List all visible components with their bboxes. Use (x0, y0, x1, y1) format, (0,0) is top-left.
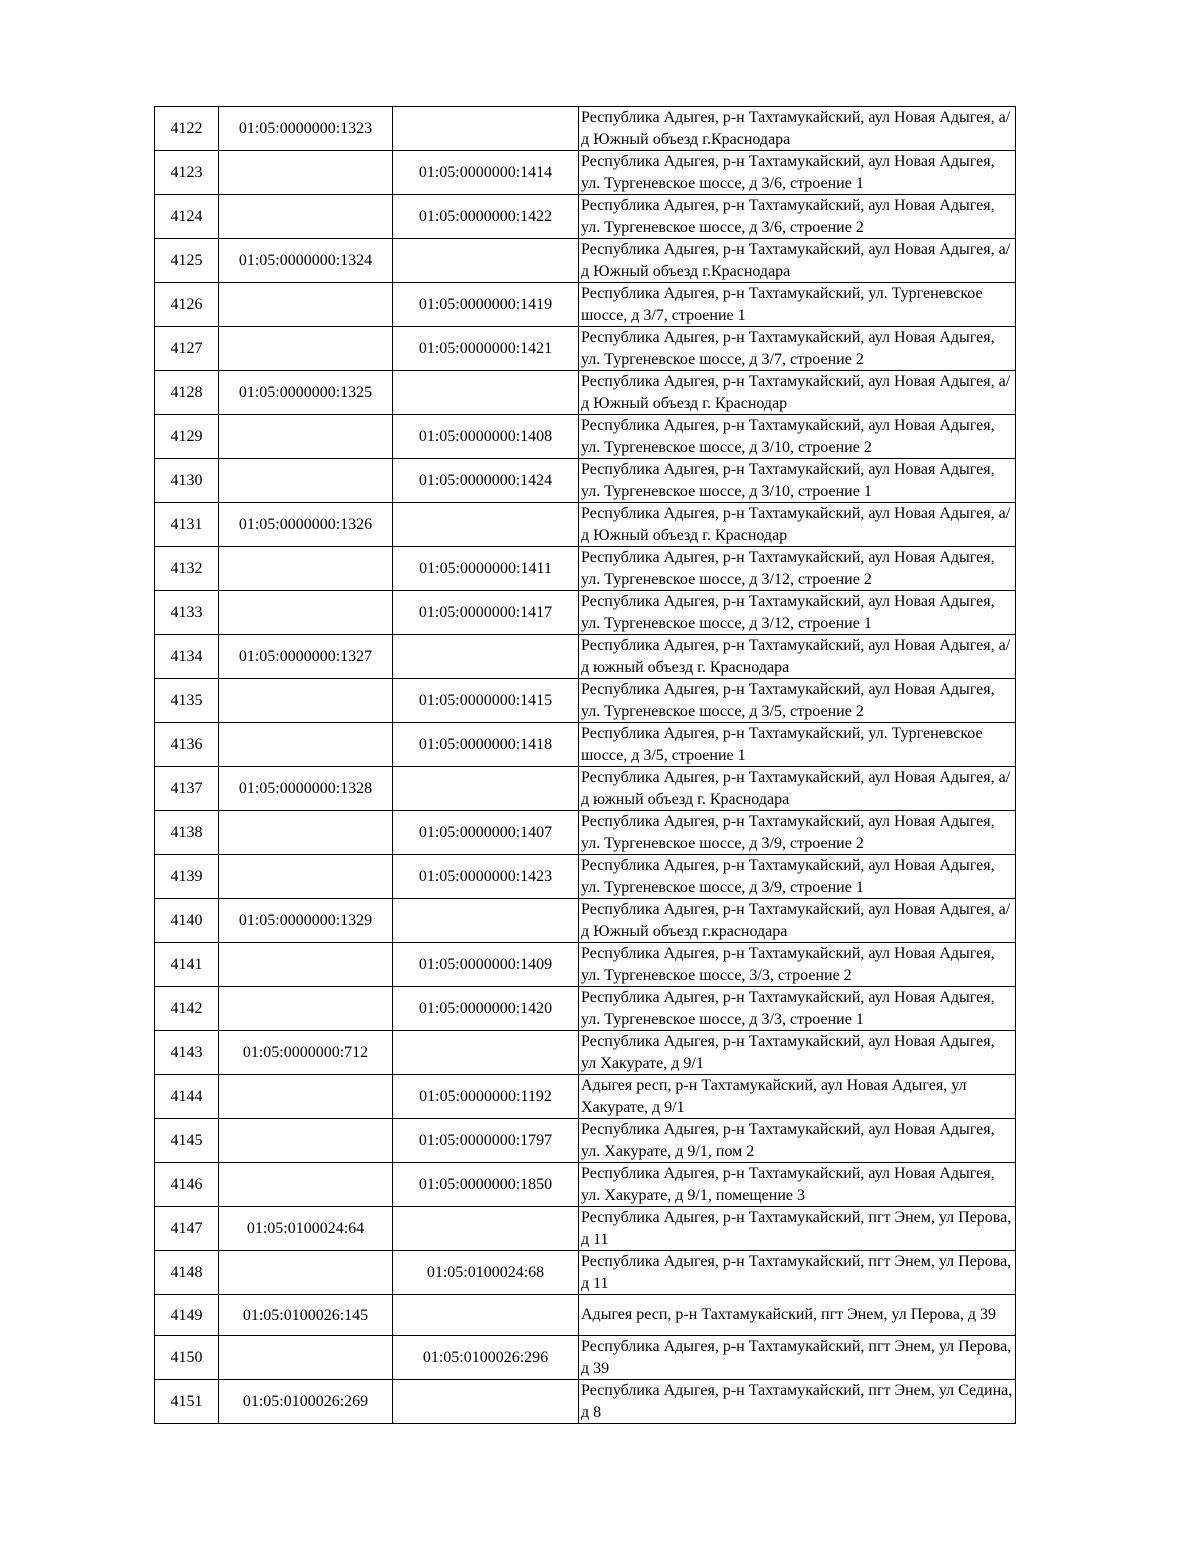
building-cadastral-number-cell (393, 503, 579, 547)
address-cell: Республика Адыгея, р-н Тахтамукайский, аул Новая Адыгея, а/д южный объезд г. Краснодара (579, 635, 1016, 679)
table-row (155, 1119, 1016, 1163)
parcel-cadastral-number-cell: 01:05:0000000:1325 (219, 371, 393, 415)
address-cell: Республика Адыгея, р-н Тахтамукайский, пгт Энем, ул Седина, д 8 (579, 1380, 1016, 1424)
table-row (155, 987, 1016, 1031)
table-row (155, 195, 1016, 239)
row-number-cell: 4144 (155, 1075, 219, 1119)
row-number-cell: 4128 (155, 371, 219, 415)
parcel-cadastral-number-cell (219, 855, 393, 899)
row-number-cell: 4134 (155, 635, 219, 679)
address-cell: Республика Адыгея, р-н Тахтамукайский, аул Новая Адыгея, а/д Южный объезд г.краснодара (579, 899, 1016, 943)
row-number-cell: 4146 (155, 1163, 219, 1207)
building-cadastral-number-cell: 01:05:0000000:1422 (393, 195, 579, 239)
address-cell: Республика Адыгея, р-н Тахтамукайский, аул Новая Адыгея, ул. Тургеневское шоссе, д 3/12, строение 2 (579, 547, 1016, 591)
row-number-cell: 4133 (155, 591, 219, 635)
parcel-cadastral-number-cell (219, 811, 393, 855)
table-row (155, 1031, 1016, 1075)
address-cell: Республика Адыгея, р-н Тахтамукайский, аул Новая Адыгея, а/д Южный объезд г.Краснодара (579, 239, 1016, 283)
address-cell: Республика Адыгея, р-н Тахтамукайский, аул Новая Адыгея, а/д южный объезд г. Краснодара (579, 767, 1016, 811)
table-row (155, 1163, 1016, 1207)
parcel-cadastral-number-cell (219, 1119, 393, 1163)
address-cell: Республика Адыгея, р-н Тахтамукайский, аул Новая Адыгея, ул. Тургеневское шоссе, 3/3, строение 2 (579, 943, 1016, 987)
table-row (155, 327, 1016, 371)
parcel-cadastral-number-cell: 01:05:0000000:1327 (219, 635, 393, 679)
address-cell: Республика Адыгея, р-н Тахтамукайский, аул Новая Адыгея, ул. Тургеневское шоссе, д 3/6, строение 2 (579, 195, 1016, 239)
building-cadastral-number-cell (393, 1207, 579, 1251)
building-cadastral-number-cell: 01:05:0000000:1192 (393, 1075, 579, 1119)
building-cadastral-number-cell: 01:05:0000000:1414 (393, 151, 579, 195)
building-cadastral-number-cell: 01:05:0000000:1407 (393, 811, 579, 855)
table-row (155, 1251, 1016, 1295)
address-cell: Республика Адыгея, р-н Тахтамукайский, аул Новая Адыгея, ул. Тургеневское шоссе, д 3/9, строение 1 (579, 855, 1016, 899)
row-number-cell: 4131 (155, 503, 219, 547)
table-row (155, 635, 1016, 679)
row-number-cell: 4135 (155, 679, 219, 723)
building-cadastral-number-cell: 01:05:0100024:68 (393, 1251, 579, 1295)
table-row (155, 723, 1016, 767)
table-row (155, 151, 1016, 195)
address-cell: Адыгея респ, р-н Тахтамукайский, аул Новая Адыгея, ул Хакурате, д 9/1 (579, 1075, 1016, 1119)
building-cadastral-number-cell: 01:05:0000000:1420 (393, 987, 579, 1031)
table-row (155, 1207, 1016, 1251)
parcel-cadastral-number-cell (219, 195, 393, 239)
table-row (155, 459, 1016, 503)
row-number-cell: 4122 (155, 107, 219, 151)
building-cadastral-number-cell: 01:05:0100026:296 (393, 1336, 579, 1380)
parcel-cadastral-number-cell (219, 459, 393, 503)
building-cadastral-number-cell: 01:05:0000000:1411 (393, 547, 579, 591)
building-cadastral-number-cell (393, 371, 579, 415)
parcel-cadastral-number-cell (219, 1336, 393, 1380)
row-number-cell: 4125 (155, 239, 219, 283)
row-number-cell: 4142 (155, 987, 219, 1031)
building-cadastral-number-cell: 01:05:0000000:1415 (393, 679, 579, 723)
parcel-cadastral-number-cell: 01:05:0000000:1324 (219, 239, 393, 283)
parcel-cadastral-number-cell (219, 723, 393, 767)
address-cell: Республика Адыгея, р-н Тахтамукайский, аул Новая Адыгея, а/д Южный объезд г. Краснодар (579, 371, 1016, 415)
building-cadastral-number-cell: 01:05:0000000:1797 (393, 1119, 579, 1163)
address-cell: Республика Адыгея, р-н Тахтамукайский, ул. Тургеневское шоссе, д 3/7, строение 1 (579, 283, 1016, 327)
building-cadastral-number-cell (393, 899, 579, 943)
parcel-cadastral-number-cell (219, 1163, 393, 1207)
table-row (155, 239, 1016, 283)
row-number-cell: 4139 (155, 855, 219, 899)
parcel-cadastral-number-cell (219, 1251, 393, 1295)
table-row (155, 1075, 1016, 1119)
building-cadastral-number-cell: 01:05:0000000:1408 (393, 415, 579, 459)
parcel-cadastral-number-cell: 01:05:0100024:64 (219, 1207, 393, 1251)
parcel-cadastral-number-cell (219, 415, 393, 459)
building-cadastral-number-cell: 01:05:0000000:1424 (393, 459, 579, 503)
address-cell: Республика Адыгея, р-н Тахтамукайский, аул Новая Адыгея, а/д Южный объезд г. Краснодар (579, 503, 1016, 547)
address-cell: Республика Адыгея, р-н Тахтамукайский, аул Новая Адыгея, ул. Хакурате, д 9/1, помещение 3 (579, 1163, 1016, 1207)
table-body (155, 107, 1016, 1424)
parcel-cadastral-number-cell (219, 943, 393, 987)
building-cadastral-number-cell: 01:05:0000000:1417 (393, 591, 579, 635)
parcel-cadastral-number-cell (219, 679, 393, 723)
table-row (155, 811, 1016, 855)
address-cell: Республика Адыгея, р-н Тахтамукайский, пгт Энем, ул Перова, д 39 (579, 1336, 1016, 1380)
building-cadastral-number-cell (393, 239, 579, 283)
address-cell: Республика Адыгея, р-н Тахтамукайский, ул. Тургеневское шоссе, д 3/5, строение 1 (579, 723, 1016, 767)
parcel-cadastral-number-cell: 01:05:0000000:1328 (219, 767, 393, 811)
row-number-cell: 4141 (155, 943, 219, 987)
parcel-cadastral-number-cell: 01:05:0000000:1323 (219, 107, 393, 151)
table-row (155, 547, 1016, 591)
building-cadastral-number-cell (393, 107, 579, 151)
building-cadastral-number-cell: 01:05:0000000:1409 (393, 943, 579, 987)
building-cadastral-number-cell: 01:05:0000000:1419 (393, 283, 579, 327)
row-number-cell: 4124 (155, 195, 219, 239)
building-cadastral-number-cell (393, 1380, 579, 1424)
address-cell: Республика Адыгея, р-н Тахтамукайский, аул Новая Адыгея, ул. Тургеневское шоссе, д 3/7, строение 2 (579, 327, 1016, 371)
table-row (155, 1295, 1016, 1336)
address-cell: Республика Адыгея, р-н Тахтамукайский, аул Новая Адыгея, ул. Тургеневское шоссе, д 3/9, строение 2 (579, 811, 1016, 855)
address-cell: Республика Адыгея, р-н Тахтамукайский, аул Новая Адыгея, ул. Хакурате, д 9/1, пом 2 (579, 1119, 1016, 1163)
building-cadastral-number-cell: 01:05:0000000:1423 (393, 855, 579, 899)
address-cell: Республика Адыгея, р-н Тахтамукайский, аул Новая Адыгея, ул. Тургеневское шоссе, д 3/6, строение 1 (579, 151, 1016, 195)
row-number-cell: 4123 (155, 151, 219, 195)
table-row (155, 767, 1016, 811)
table-row (155, 899, 1016, 943)
row-number-cell: 4130 (155, 459, 219, 503)
row-number-cell: 4136 (155, 723, 219, 767)
address-cell: Республика Адыгея, р-н Тахтамукайский, пгт Энем, ул Перова, д 11 (579, 1251, 1016, 1295)
table-row (155, 1380, 1016, 1424)
row-number-cell: 4143 (155, 1031, 219, 1075)
parcel-cadastral-number-cell (219, 987, 393, 1031)
building-cadastral-number-cell (393, 1295, 579, 1336)
table-row (155, 283, 1016, 327)
row-number-cell: 4151 (155, 1380, 219, 1424)
cadastral-table (154, 106, 1016, 1424)
row-number-cell: 4150 (155, 1336, 219, 1380)
parcel-cadastral-number-cell (219, 151, 393, 195)
address-cell: Адыгея респ, р-н Тахтамукайский, пгт Энем, ул Перова, д 39 (579, 1295, 1016, 1336)
row-number-cell: 4137 (155, 767, 219, 811)
address-cell: Республика Адыгея, р-н Тахтамукайский, пгт Энем, ул Перова, д 11 (579, 1207, 1016, 1251)
address-cell: Республика Адыгея, р-н Тахтамукайский, аул Новая Адыгея, ул Хакурате, д 9/1 (579, 1031, 1016, 1075)
address-cell: Республика Адыгея, р-н Тахтамукайский, аул Новая Адыгея, а/д Южный объезд г.Краснодара (579, 107, 1016, 151)
parcel-cadastral-number-cell (219, 591, 393, 635)
parcel-cadastral-number-cell (219, 283, 393, 327)
row-number-cell: 4132 (155, 547, 219, 591)
table-row (155, 855, 1016, 899)
address-cell: Республика Адыгея, р-н Тахтамукайский, аул Новая Адыгея, ул. Тургеневское шоссе, д 3/10, строение 2 (579, 415, 1016, 459)
row-number-cell: 4138 (155, 811, 219, 855)
building-cadastral-number-cell: 01:05:0000000:1421 (393, 327, 579, 371)
parcel-cadastral-number-cell: 01:05:0100026:145 (219, 1295, 393, 1336)
building-cadastral-number-cell: 01:05:0000000:1850 (393, 1163, 579, 1207)
address-cell: Республика Адыгея, р-н Тахтамукайский, аул Новая Адыгея, ул. Тургеневское шоссе, д 3/10, строение 1 (579, 459, 1016, 503)
building-cadastral-number-cell: 01:05:0000000:1418 (393, 723, 579, 767)
parcel-cadastral-number-cell (219, 1075, 393, 1119)
row-number-cell: 4126 (155, 283, 219, 327)
parcel-cadastral-number-cell: 01:05:0000000:712 (219, 1031, 393, 1075)
table-row (155, 943, 1016, 987)
parcel-cadastral-number-cell (219, 547, 393, 591)
parcel-cadastral-number-cell (219, 327, 393, 371)
table-row (155, 415, 1016, 459)
building-cadastral-number-cell (393, 767, 579, 811)
row-number-cell: 4147 (155, 1207, 219, 1251)
parcel-cadastral-number-cell: 01:05:0000000:1329 (219, 899, 393, 943)
table-row (155, 371, 1016, 415)
address-cell: Республика Адыгея, р-н Тахтамукайский, аул Новая Адыгея, ул. Тургеневское шоссе, д 3/5, строение 2 (579, 679, 1016, 723)
building-cadastral-number-cell (393, 635, 579, 679)
parcel-cadastral-number-cell: 01:05:0000000:1326 (219, 503, 393, 547)
row-number-cell: 4129 (155, 415, 219, 459)
row-number-cell: 4127 (155, 327, 219, 371)
row-number-cell: 4140 (155, 899, 219, 943)
address-cell: Республика Адыгея, р-н Тахтамукайский, аул Новая Адыгея, ул. Тургеневское шоссе, д 3/3, строение 1 (579, 987, 1016, 1031)
address-cell: Республика Адыгея, р-н Тахтамукайский, аул Новая Адыгея, ул. Тургеневское шоссе, д 3/12, строение 1 (579, 591, 1016, 635)
row-number-cell: 4145 (155, 1119, 219, 1163)
building-cadastral-number-cell (393, 1031, 579, 1075)
row-number-cell: 4149 (155, 1295, 219, 1336)
table-row (155, 107, 1016, 151)
table-row (155, 503, 1016, 547)
table-row (155, 591, 1016, 635)
parcel-cadastral-number-cell: 01:05:0100026:269 (219, 1380, 393, 1424)
table-row (155, 679, 1016, 723)
table-row (155, 1336, 1016, 1380)
row-number-cell: 4148 (155, 1251, 219, 1295)
